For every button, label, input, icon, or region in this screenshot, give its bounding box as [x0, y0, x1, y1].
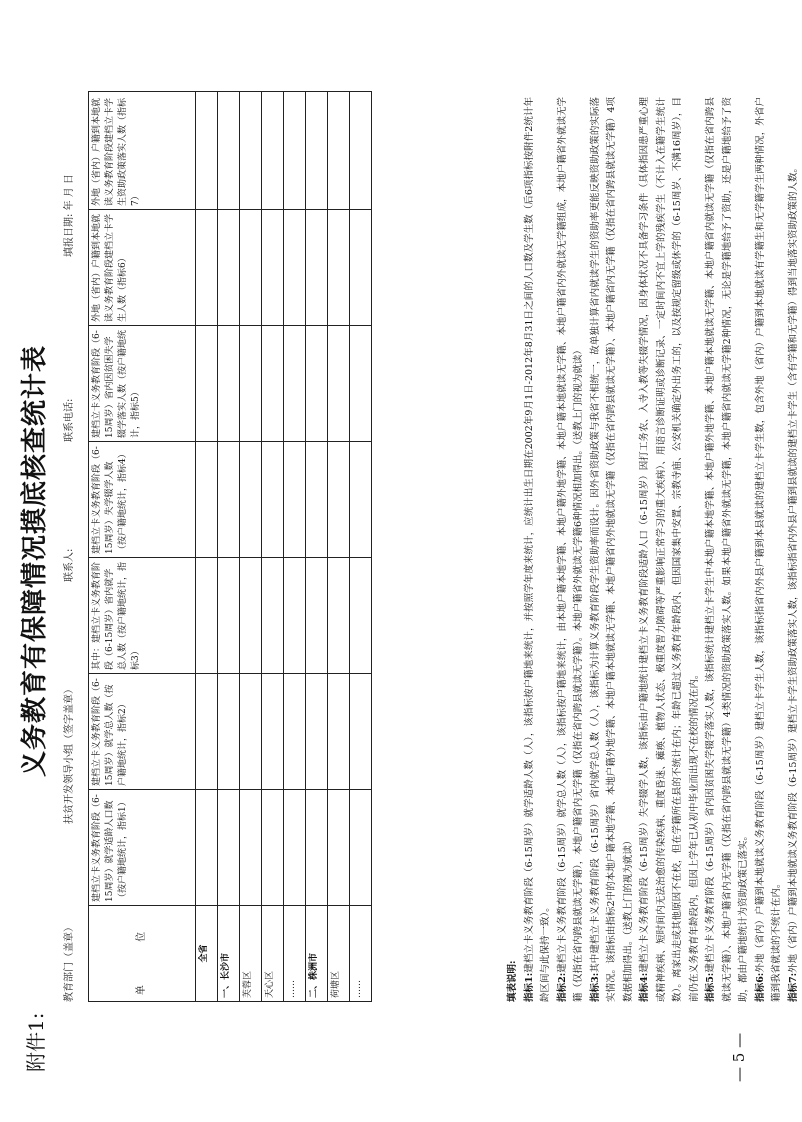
note-text: 建档立卡义务教育阶段（6-15周岁）就学总人数（人），该指标按户籍地来统计，由本地户籍本地学籍、本地户籍外地学籍、本地户籍本地就读无学籍、本地户籍省内外就读无学籍组成，本地户籍省外就读无学籍（仅指在省内跨县就读无学籍），本地户籍省内无学籍（仅指在省内跨县就读无学籍）。本地户籍省外就读无学籍6种情况相加得出。（送教上门的视为就读） [556, 97, 584, 1002]
note-item [588, 97, 638, 1002]
data-cell[interactable] [350, 790, 372, 906]
page-title: 义务教育有保障情况摸底核查统计表 [20, 345, 50, 778]
edu-dept-label: 教育部门（盖章） [64, 922, 75, 1002]
table-row [218, 92, 240, 1002]
notes-section [505, 97, 802, 1002]
data-cell[interactable] [196, 326, 218, 442]
column-header-2: 建档立卡义务教育阶段（6-15周岁）就学总人数（按户籍地统计，指标2） [89, 674, 196, 790]
date-label: 填报日期: 年 月 日 [64, 174, 75, 257]
data-cell[interactable] [284, 674, 306, 790]
table-row [350, 92, 372, 1002]
note-text: 建档立卡义务教育阶段（6-15周岁）就学适龄人数（人），该指标按户籍地来统计，并按照学年度来统计，应统计出生日期在2002年9月1日-2012年8月31日之间的人口数及学生数（后6项指标按附件2统计年龄区间与此保持一致）。 [523, 96, 551, 1002]
data-cell[interactable] [196, 790, 218, 906]
data-cell[interactable] [262, 790, 284, 906]
data-cell[interactable] [262, 558, 284, 674]
column-header-6: 外地（省内）户籍到本地就读义务教育阶段建档立卡学生人数（指标6） [89, 210, 196, 326]
data-cell[interactable] [218, 558, 240, 674]
data-cell[interactable] [306, 558, 328, 674]
data-cell[interactable] [196, 442, 218, 558]
data-cell[interactable] [218, 210, 240, 326]
data-cell[interactable] [218, 326, 240, 442]
data-cell[interactable] [350, 210, 372, 326]
data-cell[interactable] [306, 210, 328, 326]
data-cell[interactable] [284, 790, 306, 906]
data-cell[interactable] [328, 442, 350, 558]
data-cell[interactable] [262, 674, 284, 790]
row-label: …… [350, 906, 372, 1002]
data-cell[interactable] [262, 210, 284, 326]
data-cell[interactable] [240, 92, 262, 210]
data-cell[interactable] [306, 790, 328, 906]
data-cell[interactable] [240, 442, 262, 558]
note-item [753, 97, 786, 1002]
data-cell[interactable] [218, 442, 240, 558]
note-text: 建档立卡义务教育阶段（6-15周岁）失学辍学人数，该指标由户籍地统计建档立卡义务教育阶段适龄人口（6-15周岁）因打工务农、入寺入教等失辍学情况，因身体状况不具备学习条件（具体指因患严重心理或精神疾病、短时间内无法治愈的传染疾病、重度昏迷、瘫痪、植物人状态、极重度智力障碍等严重影响正常学习的重大疾病）、用语言诊断证明或诊断记录、一定时间内不宜上学的残疾学生（不计入在籍学生统计数）。离家出走或其他原因不在校，但在学籍所在县的不统计在内；年龄已超过义务教育年龄段内、但因国家集中安置、宗教寺庙、公安机关确定外出务工的，以及按规定留级或休学的（6-15周岁、不满16周岁），目前仍在义务教育年龄段内，但因上学年已从初中毕业而出现不在校的情况在内。 [639, 97, 700, 1002]
data-cell[interactable] [262, 92, 284, 210]
table-body [196, 92, 372, 1002]
unit-header: 单 位 [89, 906, 196, 1002]
data-cell[interactable] [240, 210, 262, 326]
data-cell[interactable] [240, 558, 262, 674]
note-item [637, 97, 703, 1002]
note-label: 指标7: [787, 972, 799, 1002]
data-cell[interactable] [284, 442, 306, 558]
data-cell[interactable] [350, 558, 372, 674]
data-cell[interactable] [218, 674, 240, 790]
page-number: — 5 — [730, 1032, 748, 1082]
table-row [284, 92, 306, 1002]
data-cell[interactable] [306, 674, 328, 790]
data-cell[interactable] [196, 210, 218, 326]
note-label: 指标1: [523, 972, 535, 1002]
note-label: 指标2: [556, 972, 568, 1002]
data-cell[interactable] [196, 674, 218, 790]
info-line [60, 92, 78, 1002]
note-item [703, 97, 753, 1002]
table-row [240, 92, 262, 1002]
column-header-7: 外地（省内）户籍到本地就读义务教育阶段建档立卡学生资助政策落实人数（指标7） [89, 92, 196, 210]
note-item [786, 97, 802, 1002]
table-row [328, 92, 350, 1002]
row-label: …… [284, 906, 306, 1002]
data-cell[interactable] [284, 326, 306, 442]
note-label: 指标6: [754, 972, 766, 1002]
data-cell[interactable] [306, 92, 328, 210]
data-cell[interactable] [218, 790, 240, 906]
data-cell[interactable] [284, 210, 306, 326]
data-cell[interactable] [240, 326, 262, 442]
notes-list [522, 97, 802, 1002]
data-cell[interactable] [218, 92, 240, 210]
data-cell[interactable] [328, 558, 350, 674]
phone-label: 联系电话: [64, 398, 75, 442]
statistics-table [88, 91, 372, 1002]
note-label: 指标3: [589, 972, 601, 1002]
row-label: 荷塘区 [328, 906, 350, 1002]
data-cell[interactable] [328, 326, 350, 442]
data-cell[interactable] [262, 326, 284, 442]
note-text: 其中建档立卡义务教育阶段（6-15周岁）省内就学总人数（人），该指标为计算义务教育阶段学生资助率而设计。因外省资助政策与我省不相统一，故单独计算省内就读学生的资助率更能反映资助政策的实际落实情况。该指标由指标2中的本地户籍本地学籍、本地户籍外地学籍、本地户籍本地就读无学籍、本地户籍省内外地就读无学籍（仅指在省内跨县就读无学籍）、本地户籍省内无学籍（仅指在省内跨县就读无学籍）4项数据相加得出。（送教上门的视为就读） [589, 97, 634, 1002]
note-text: 外地（省内）户籍到本地就读义务教育阶段（6-15周岁）建档立卡学生资助政策落实人数，该指标指省内外县户籍到县就读的建档立卡学生（含有学籍和无学籍）得到当地落实资助政策的人数。 [787, 163, 799, 973]
attachment-label: 附件1: [24, 1012, 48, 1072]
data-cell[interactable] [328, 790, 350, 906]
data-cell[interactable] [350, 326, 372, 442]
data-cell[interactable] [328, 210, 350, 326]
data-cell[interactable] [196, 92, 218, 210]
data-cell[interactable] [306, 326, 328, 442]
data-cell[interactable] [350, 674, 372, 790]
data-cell[interactable] [240, 674, 262, 790]
row-label: 天心区 [262, 906, 284, 1002]
row-label: 芙蓉区 [240, 906, 262, 1002]
data-cell[interactable] [350, 92, 372, 210]
data-cell[interactable] [328, 92, 350, 210]
note-label: 指标4: [639, 972, 650, 1002]
column-header-5: 建档立卡义务教育阶段（6-15周岁）省内因贫困失学辍学落实人数（按户籍地统计，指标5） [89, 326, 196, 442]
notes-heading: 填表说明: [507, 960, 518, 1002]
table-row [196, 92, 218, 1002]
table-row [306, 92, 328, 1002]
data-cell[interactable] [196, 558, 218, 674]
row-label: 全省 [196, 906, 218, 1002]
contact-label: 联系人: [64, 548, 75, 582]
data-cell[interactable] [284, 558, 306, 674]
table-row [262, 92, 284, 1002]
data-cell[interactable] [328, 674, 350, 790]
column-header-4: 建档立卡义务教育阶段（6-15周岁）失学辍学人数（按户籍地统计，指标4） [89, 442, 196, 558]
column-header-3: 其中：建档立卡义务教育阶段（6-15周岁）省内就学总人数（按户籍地统计，指标3） [89, 558, 196, 674]
table-header-row [89, 92, 196, 1002]
data-cell[interactable] [350, 442, 372, 558]
data-cell[interactable] [262, 442, 284, 558]
row-label: 二、株洲市 [306, 906, 328, 1002]
data-cell[interactable] [284, 92, 306, 210]
row-label: 一、长沙市 [218, 906, 240, 1002]
note-label: 指标5: [705, 972, 716, 1002]
note-item [522, 97, 555, 1002]
note-item [555, 97, 588, 1002]
data-cell[interactable] [306, 442, 328, 558]
note-text: 外地（省内）户籍到本地就读义务教育阶段（6-15周岁）建档立卡学生人数，该指标指省内外县户籍到本县就读的建档立卡学生数，包含外地（省内）户籍到本地就读有学籍生和无学籍学生两种情况，外省户籍到我省就读的不统计在内。 [754, 97, 782, 1002]
data-cell[interactable] [240, 790, 262, 906]
note-text: 建档立卡义务教育阶段（6-15周岁）省内因贫困失学辍学落实人数，该指标统计建档立卡学生中本地户籍本地学籍、本地户籍外地学籍、本地户籍本地就读无学籍、本地户籍省内就读无学籍（仅指在省内跨县就读无学籍）、本地户籍省内无学籍（仅指在省内跨县就读无学籍）4类情况的资助政策落实人数。如果本地户籍省外就读无学籍，本地户籍省内就读无学籍2种情况，无论是学籍地给予了资助，还是户籍地给予了资助，都由户籍地统计为资助政策已落实。 [705, 97, 749, 1002]
poverty-group-label: 扶贫开发领导小组（签字盖章） [64, 684, 75, 824]
column-header-1: 建档立卡义务教育阶段（6-15周岁）就学适龄人口数（按户籍地统计，指标1） [89, 790, 196, 906]
